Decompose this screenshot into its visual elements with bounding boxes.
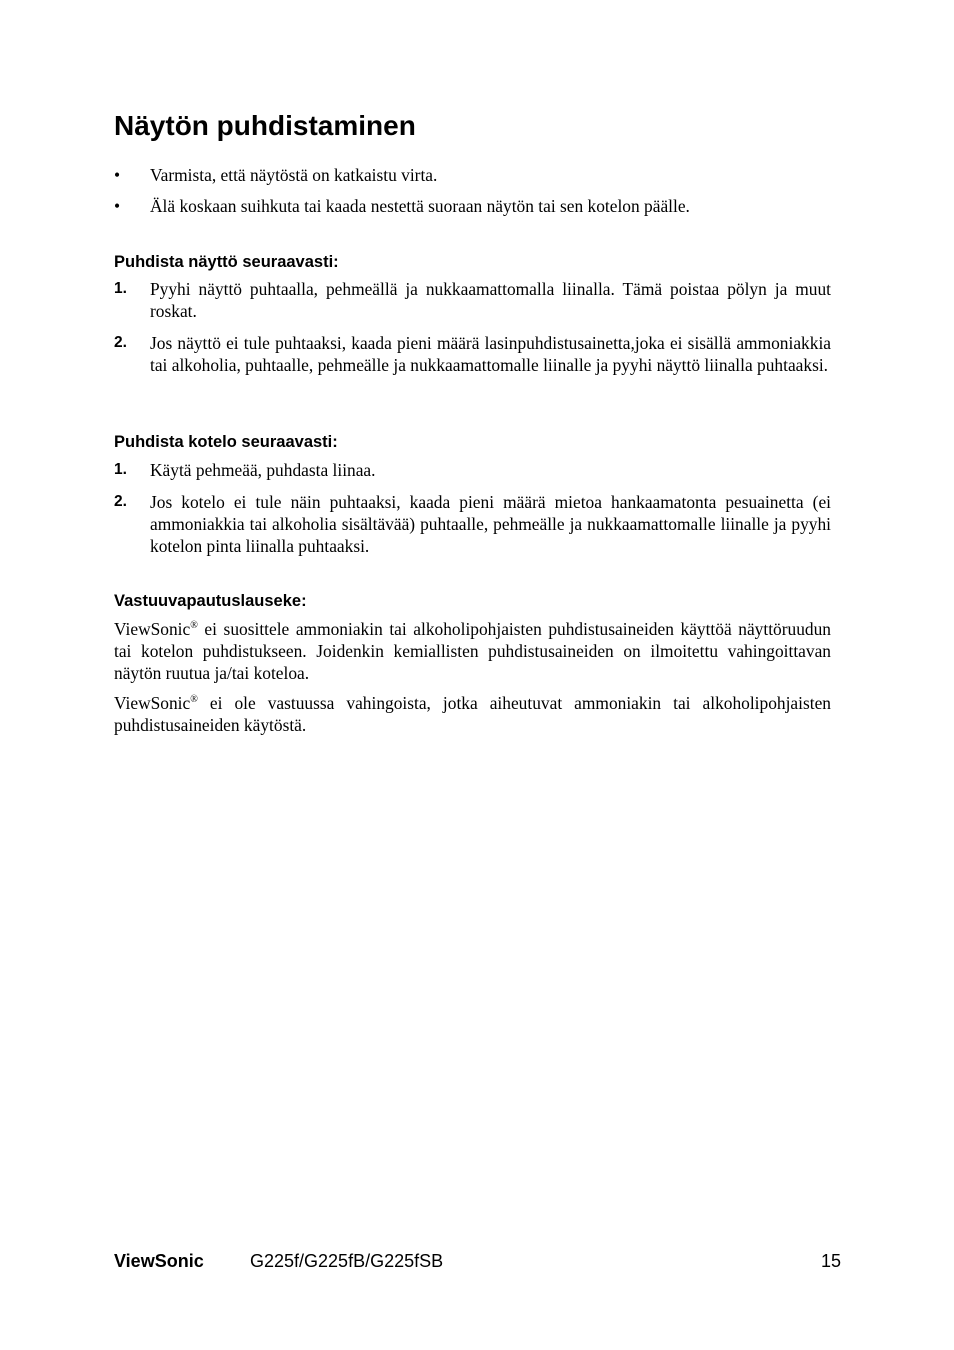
- bullet-item: [114, 195, 831, 217]
- brand-name: ViewSonic: [114, 693, 191, 713]
- item-text: Jos näyttö ei tule puhtaaksi, kaada pieni määrä lasinpuhdistusainetta,joka ei sisällä ammoniakkia tai alkoholia, puhtaalle, pehmeälle ja nukkaamattomalle liinalle ja pyyhi näyttö liinalla puhtaaksi.: [150, 333, 831, 375]
- bullet-text: Älä koskaan suihkuta tai kaada nestettä suoraan näytön tai sen kotelon päälle.: [150, 196, 690, 216]
- disclaimer-text: ei ole vastuussa vahingoista, jotka aiheutuvat ammoniakin tai alkoholipohjaisten puhdistusaineiden käytöstä.: [114, 693, 831, 735]
- item-number: 1.: [114, 461, 127, 478]
- page-footer: [114, 1249, 841, 1273]
- brand-name: ViewSonic: [114, 619, 191, 639]
- bullet-text: Varmista, että näytöstä on katkaistu virta.: [150, 165, 438, 185]
- bullet-item: [114, 164, 831, 186]
- registered-mark: ®: [190, 620, 198, 632]
- bullet-marker: •: [114, 196, 121, 216]
- page-number: 15: [820, 1251, 841, 1271]
- item-text: Käytä pehmeää, puhdasta liinaa.: [150, 460, 376, 480]
- numbered-item: [114, 332, 831, 376]
- item-number: 1.: [114, 280, 127, 297]
- item-number: 2.: [114, 493, 127, 510]
- page-title: Näytön puhdistaminen: [114, 110, 416, 141]
- numbered-item: [114, 278, 831, 322]
- section-heading-screen: Puhdista näyttö seuraavasti:: [114, 253, 339, 271]
- footer-model: G225f/G225fB/G225fSB: [250, 1251, 444, 1271]
- disclaimer-paragraph: [114, 618, 831, 684]
- item-number: 2.: [114, 334, 127, 351]
- numbered-item: [114, 459, 831, 481]
- bullet-marker: •: [114, 165, 121, 185]
- section-heading-disclaimer: Vastuuvapautuslauseke:: [114, 592, 307, 610]
- item-text: Pyyhi näyttö puhtaalla, pehmeällä ja nukkaamattomalla liinalla. Tämä poistaa pölyn ja muut roskat.: [150, 279, 831, 321]
- numbered-item: [114, 491, 831, 557]
- section-heading-case: Puhdista kotelo seuraavasti:: [114, 433, 338, 451]
- registered-mark: ®: [190, 694, 198, 706]
- footer-brand: ViewSonic: [114, 1251, 204, 1271]
- item-text: Jos kotelo ei tule näin puhtaaksi, kaada pieni määrä mietoa hankaamatonta pesuainetta (ei ammoniakkia tai alkoholia sisältävää) puhtaalle, pehmeälle ja nukkaamattomalle liinalle ja pyyhi kotelon pinta liinalla puhtaaksi.: [150, 492, 831, 556]
- disclaimer-paragraph: [114, 692, 831, 736]
- disclaimer-text: ei suosittele ammoniakin tai alkoholipohjaisten puhdistusaineiden käyttöä näyttöruudun tai kotelon puhdistukseen. Joidenkin kemiallisten puhdistusaineiden on ilmoitettu vahingoittavan näytön ruutua ja/tai koteloa.: [114, 619, 831, 683]
